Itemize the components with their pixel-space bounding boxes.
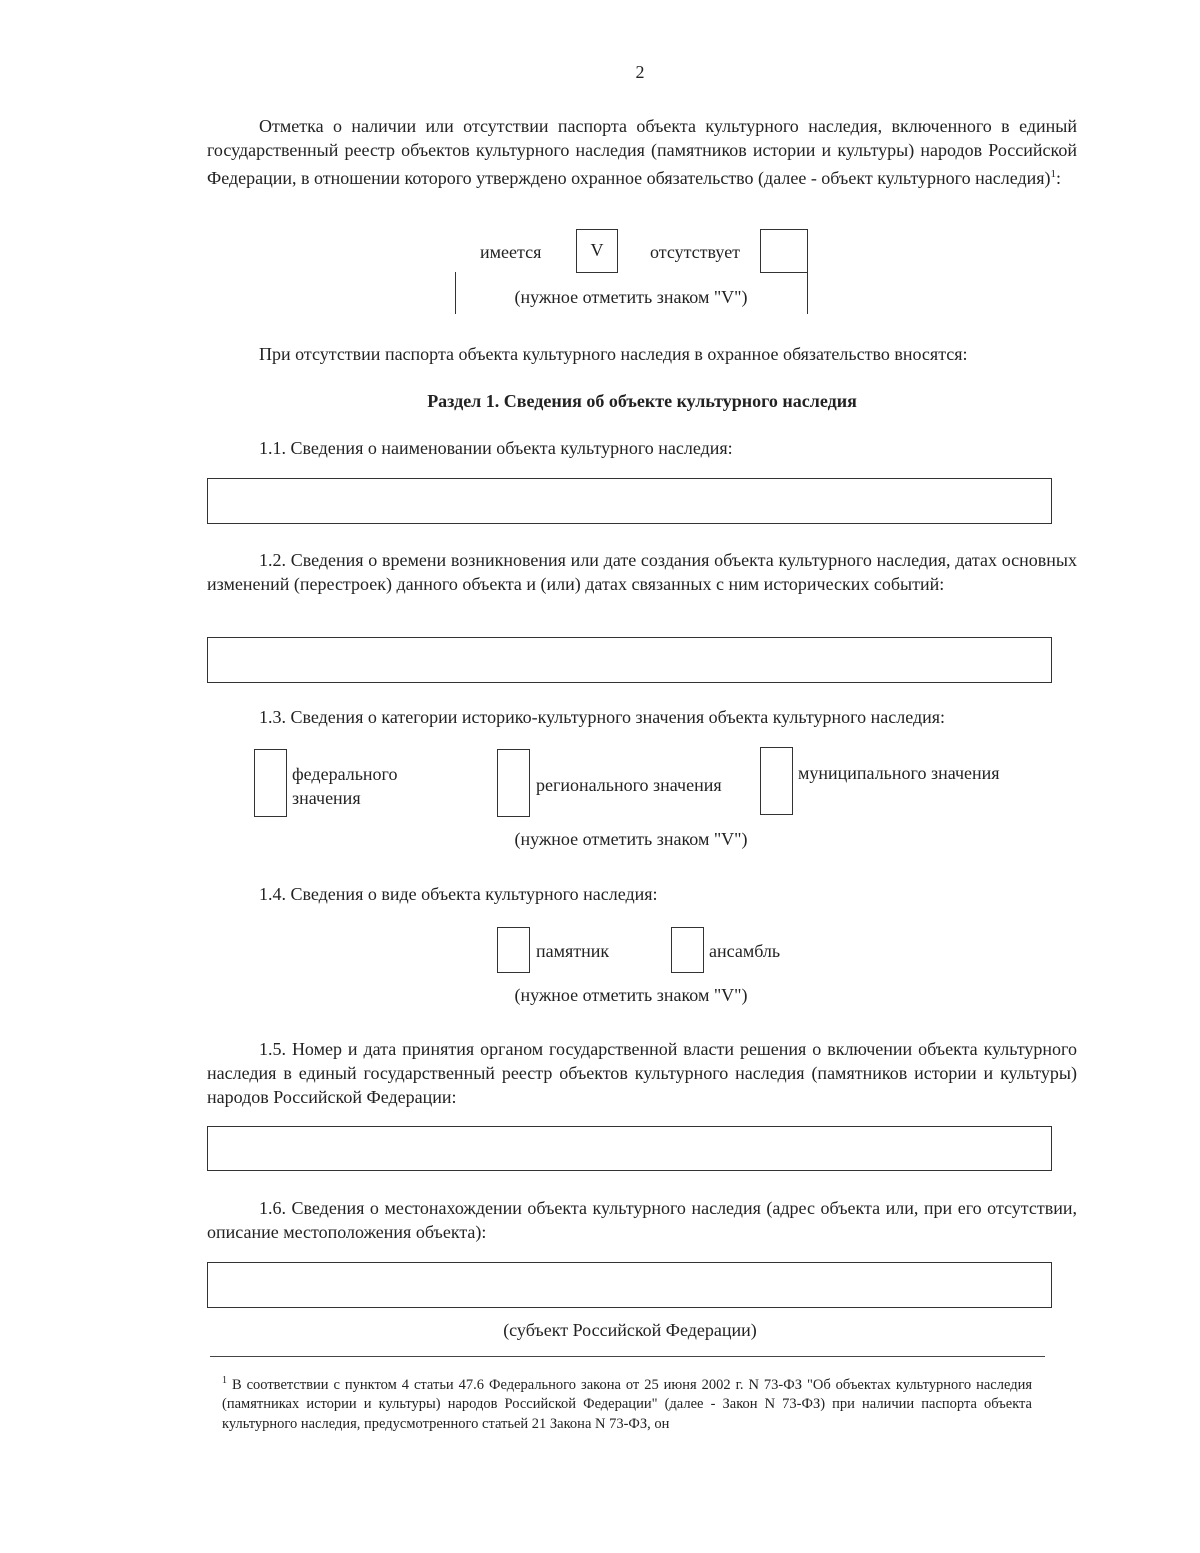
category-hint: (нужное отметить знаком "V") <box>514 829 748 849</box>
monument-checkbox[interactable] <box>497 927 530 973</box>
footnote-number: 1 <box>222 1375 227 1386</box>
passport-hint: (нужное отметить знаком "V") <box>514 287 748 307</box>
footnote-ref: 1 <box>1050 168 1057 180</box>
item-1-5-label: 1.5. Номер и дата принятия органом государственной власти решения о включении объекта культурного наследия в единый государственный реестр объектов культурного наследия (памятников истории и культуры) народов Российской Федерации: <box>207 1039 1077 1107</box>
item-1-4-label: 1.4. Сведения о виде объекта культурного наследия: <box>259 884 658 904</box>
passport-has-checkbox[interactable]: V <box>576 229 618 273</box>
item-1-6-field[interactable] <box>207 1262 1052 1308</box>
passport-absent-checkbox[interactable] <box>760 229 808 273</box>
footnote <box>222 1371 1032 1434</box>
municipal-label: муниципального значения <box>798 763 1000 783</box>
ensemble-label: ансамбль <box>709 941 781 961</box>
ensemble-checkbox[interactable] <box>671 927 704 973</box>
footnote-separator <box>210 1356 1045 1357</box>
regional-checkbox[interactable] <box>497 749 530 817</box>
bracket-right <box>807 272 808 314</box>
kind-hint: (нужное отметить знаком "V") <box>514 985 748 1005</box>
municipal-checkbox[interactable] <box>760 747 793 815</box>
item-1-5-field[interactable] <box>207 1126 1052 1171</box>
item-1-2-label: 1.2. Сведения о времени возникновения или дате создания объекта культурного наследия, датах основных изменений (перестроек) данного объекта и (или) датах связанных с ним исторических событий: <box>207 550 1077 594</box>
page-number: 2 <box>635 62 645 82</box>
item-1-2-field[interactable] <box>207 637 1052 683</box>
regional-label: регионального значения <box>536 775 722 795</box>
item-1-1-field[interactable] <box>207 478 1052 524</box>
federal-checkbox[interactable] <box>254 749 287 817</box>
passport-absent-label: отсутствует <box>650 242 741 262</box>
federal-label-line1: федерального <box>292 764 398 784</box>
passport-has-label: имеется <box>480 242 542 262</box>
item-1-6-label: 1.6. Сведения о местонахождении объекта культурного наследия (адрес объекта или, при его отсутствии, описание местоположения объекта): <box>207 1198 1077 1242</box>
item-1-6-caption: (субъект Российской Федерации) <box>503 1320 757 1340</box>
intro-text: Отметка о наличии или отсутствии паспорта объекта культурного наследия, включенного в единый государственный реестр объектов культурного наследия (памятников истории и культуры) народов Российской Федерации, в отношении которого утверждено охранное обязательство (далее - объект культурного наследия) <box>207 116 1077 188</box>
monument-label: памятник <box>536 941 610 961</box>
intro-suffix: : <box>1056 168 1062 188</box>
intro-paragraph <box>207 114 1077 190</box>
section1-title: Раздел 1. Сведения об объекте культурного наследия <box>427 391 857 411</box>
footnote-text: В соответствии с пунктом 4 статьи 47.6 Федерального закона от 25 июня 2002 г. N 73-ФЗ "Об объектах культурного наследия (памятниках истории и культуры) народов Российской Федерации" (далее - Закон N 73-ФЗ) при наличии паспорта объекта культурного наследия, предусмотренного статьей 21 Закона N 73-ФЗ, он <box>222 1376 1033 1432</box>
federal-label-line2: значения <box>292 788 361 808</box>
item-1-3-label: 1.3. Сведения о категории историко-культурного значения объекта культурного наследия: <box>259 707 946 727</box>
item-1-1-label: 1.1. Сведения о наименовании объекта культурного наследия: <box>259 438 733 458</box>
absent-note: При отсутствии паспорта объекта культурного наследия в охранное обязательство вносятся: <box>259 344 968 364</box>
